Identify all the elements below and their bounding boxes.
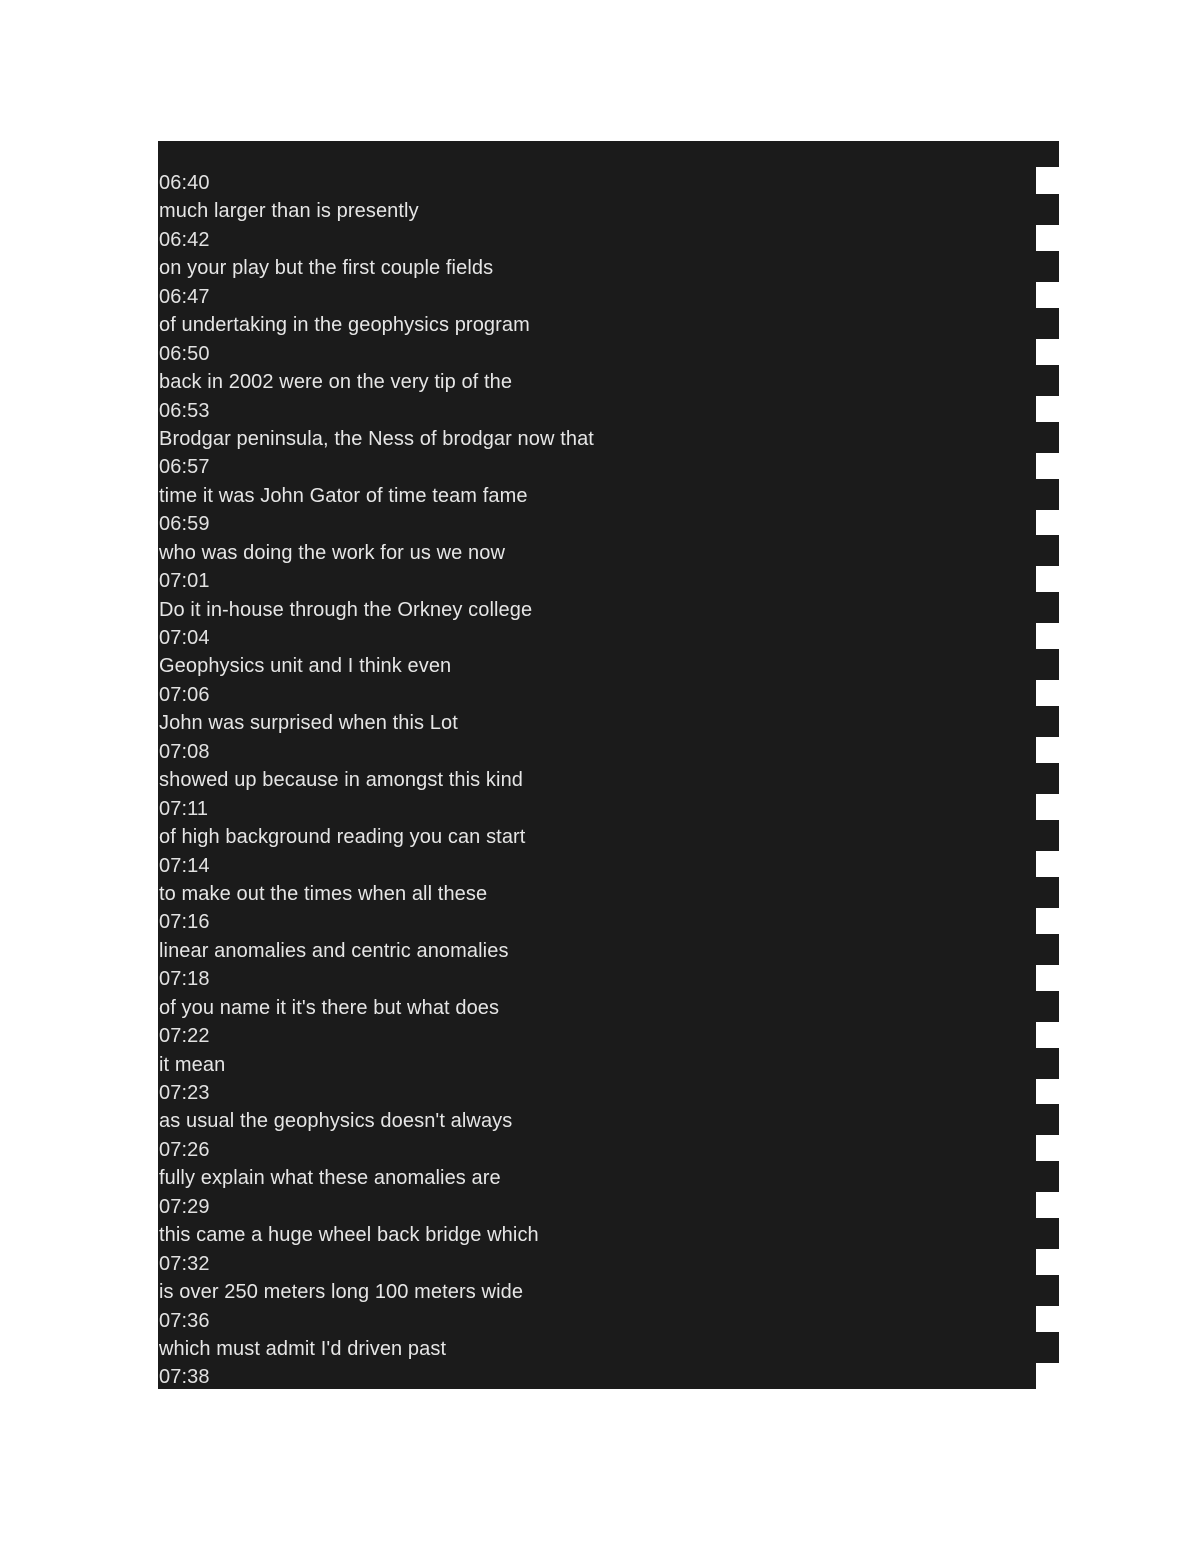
- caption-text: of undertaking in the geophysics program: [159, 314, 530, 337]
- caption-text: John was surprised when this Lot: [159, 712, 458, 735]
- timestamp: 06:40: [159, 172, 210, 194]
- caption-text: which must admit I'd driven past: [159, 1337, 447, 1360]
- edge-notch: [1036, 1218, 1059, 1249]
- timestamp: 07:18: [159, 968, 210, 991]
- timestamp: 07:38: [159, 1366, 210, 1389]
- caption-text: fully explain what these anomalies are: [159, 1167, 501, 1190]
- caption-text: time it was John Gator of time team fame: [159, 484, 528, 507]
- edge-notch: [1036, 820, 1059, 851]
- timestamp: 07:04: [159, 627, 210, 649]
- edge-notch: [1036, 422, 1059, 453]
- timestamp: 07:06: [159, 683, 210, 706]
- edge-notch: [1036, 649, 1059, 680]
- transcript-panel: [158, 141, 1059, 1389]
- transcript-panel-top-strip: [158, 141, 1059, 167]
- edge-notch: [1036, 1161, 1059, 1192]
- timestamp: 07:01: [159, 570, 210, 593]
- timestamp: 07:32: [159, 1252, 210, 1275]
- caption-text: linear anomalies and centric anomalies: [159, 939, 509, 962]
- edge-notch: [1036, 251, 1059, 282]
- timestamp: 07:23: [159, 1082, 210, 1104]
- edge-notch: [1036, 479, 1059, 510]
- caption-text: of you name it it's there but what does: [159, 996, 500, 1019]
- timestamp: 07:16: [159, 911, 210, 934]
- edge-notch: [1036, 1332, 1059, 1363]
- timestamp: 06:59: [159, 513, 210, 536]
- caption-text: Do it in-house through the Orkney college: [159, 598, 533, 621]
- caption-text: as usual the geophysics doesn't always: [159, 1110, 513, 1133]
- caption-text: back in 2002 were on the very tip of the: [159, 371, 513, 394]
- caption-text: on your play but the first couple fields: [159, 257, 494, 280]
- timestamp: 06:53: [159, 399, 210, 422]
- timestamp: 06:50: [159, 342, 210, 365]
- caption-text: of high background reading you can start: [159, 826, 526, 849]
- edge-notch: [1036, 934, 1059, 965]
- caption-text: it mean: [159, 1053, 226, 1076]
- timestamp: 07:14: [159, 854, 210, 877]
- caption-text: much larger than is presently: [159, 200, 419, 223]
- edge-notch: [1036, 991, 1059, 1022]
- transcript-lines: [159, 169, 1029, 1392]
- caption-text: Brodgar peninsula, the Ness of brodgar now that: [159, 427, 594, 450]
- timestamp: 07:11: [159, 797, 209, 820]
- edge-notch: [1036, 706, 1059, 737]
- timestamp: 07:29: [159, 1195, 210, 1218]
- caption-text: Geophysics unit and I think even: [159, 655, 452, 678]
- edge-notch: [1036, 194, 1059, 225]
- edge-notch: [1036, 308, 1059, 339]
- edge-notch: [1036, 1048, 1059, 1079]
- caption-text: who was doing the work for us we now: [159, 541, 505, 564]
- timestamp: 06:57: [159, 456, 210, 479]
- timestamp: 07:08: [159, 740, 210, 763]
- timestamp: 06:42: [159, 228, 210, 251]
- edge-notch: [1036, 763, 1059, 794]
- edge-notch: [1036, 1104, 1059, 1135]
- timestamp: 06:47: [159, 285, 210, 308]
- edge-notch: [1036, 365, 1059, 396]
- caption-text: is over 250 meters long 100 meters wide: [159, 1281, 524, 1304]
- timestamp: 07:36: [159, 1309, 210, 1332]
- edge-notch: [1036, 592, 1059, 623]
- edge-notch: [1036, 535, 1059, 566]
- edge-notch: [1036, 1275, 1059, 1306]
- edge-notch: [1036, 877, 1059, 908]
- caption-text: this came a huge wheel back bridge which: [159, 1224, 539, 1247]
- caption-text: showed up because in amongst this kind: [159, 769, 524, 792]
- timestamp: 07:26: [159, 1138, 210, 1161]
- timestamp: 07:22: [159, 1025, 210, 1048]
- caption-text: to make out the times when all these: [159, 882, 488, 905]
